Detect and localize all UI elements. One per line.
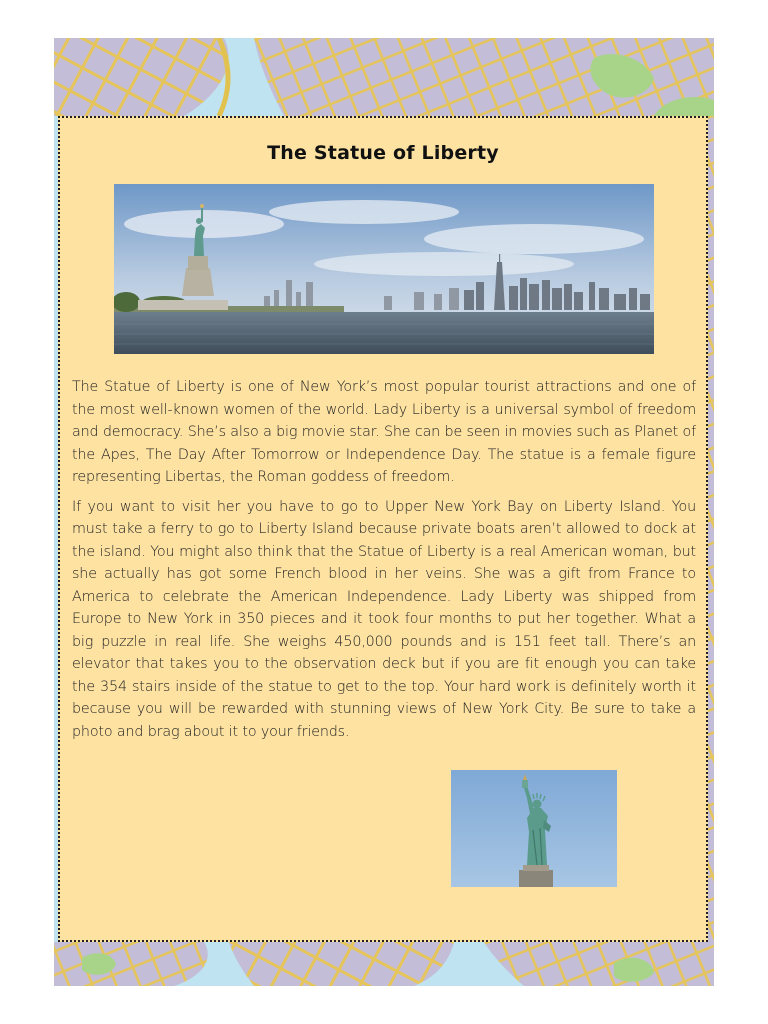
article-body [72,376,696,750]
paragraph-2: If you want to visit her you have to go to Upper New York Bay on Liberty Island. You must take a ferry to go to Liberty Island because private boats aren’t allowed to dock at the island. You might also think that the Statue of Liberty is a real American woman, but she actually has got some French blood in her veins. She was a gift from France to America to celebrate the American Independence. Lady Liberty was shipped from Europe to New York in 350 pieces and it took four months to put her together. What a big puzzle in real life. She weighs 450,000 pounds and is 151 feet tall. There’s an elevator that takes you to the observation deck but if you are fit enough you can take the 354 stairs inside of the statue to get to the top. Your hard work is definitely worth it because you will be rewarded with stunning views of New York City. Be sure to take a photo and brag about it to your friends. [72,498,696,740]
statue-photo [451,770,617,887]
content-panel [58,116,708,942]
skyline-photo [114,184,654,354]
paragraph-1: The Statue of Liberty is one of New York’s most popular tourist attractions and one of the most well-known women of the world. Lady Liberty is a universal symbol of freedom and democracy. She’s also a big movie star. She can be seen in movies such as Planet of the Apes, The Day After Tomorrow or Independence Day. The statue is a female figure representing Libertas, the Roman goddess of freedom. [72,379,696,485]
worksheet-page [54,38,714,986]
page-title: The Statue of Liberty [267,142,499,164]
